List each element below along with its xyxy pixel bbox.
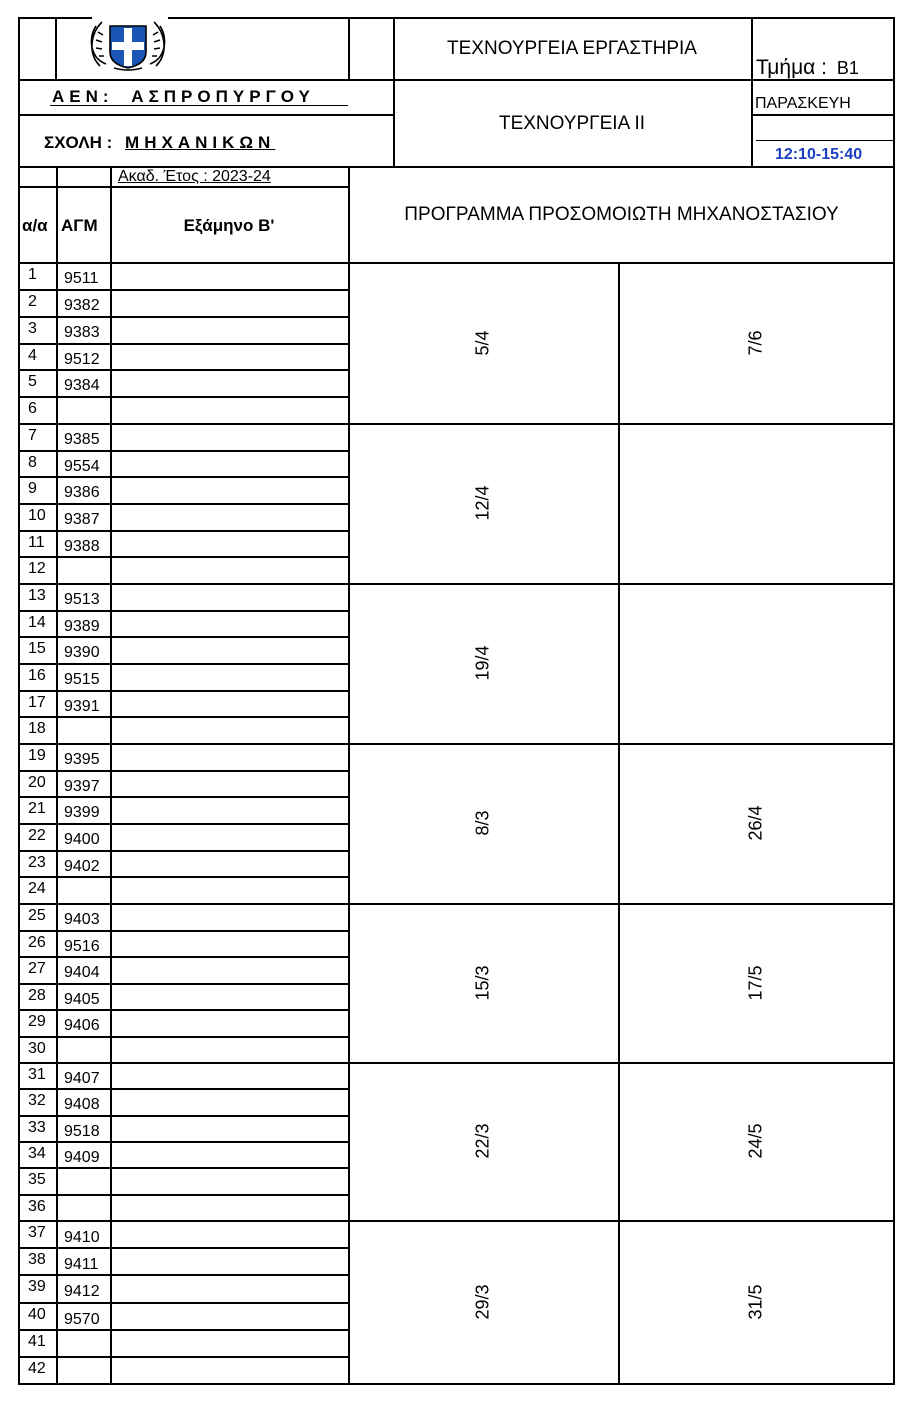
row-number: 27 xyxy=(28,960,46,977)
row-name-cell xyxy=(112,1247,348,1274)
row-number: 5 xyxy=(28,373,37,390)
row-agm: 9395 xyxy=(64,751,100,768)
row-name-cell xyxy=(112,636,348,663)
table-row xyxy=(18,1009,349,1036)
row-agm: 9402 xyxy=(64,858,100,875)
row-agm: 9400 xyxy=(64,831,100,848)
row-agm: 9384 xyxy=(64,377,100,394)
row-number: 36 xyxy=(28,1198,46,1215)
course-title: ΤΕΧΝΟΥΡΓΕΙΑ ΙΙ xyxy=(498,113,646,134)
table-row xyxy=(18,583,349,610)
section-label xyxy=(756,57,859,78)
table-row xyxy=(18,1329,349,1356)
row-number: 41 xyxy=(28,1333,46,1350)
row-name-cell xyxy=(112,1356,348,1383)
row-name-cell xyxy=(112,930,348,957)
row-agm: 9412 xyxy=(64,1283,100,1300)
group-rule xyxy=(18,1062,894,1064)
session-date-1: 12/4 xyxy=(472,485,493,521)
group-rule xyxy=(18,423,894,425)
row-name-cell xyxy=(112,476,348,503)
table-row xyxy=(18,1247,349,1274)
group-rule xyxy=(18,583,894,585)
row-name-cell xyxy=(112,343,348,370)
row-number: 19 xyxy=(28,747,46,764)
table-row xyxy=(18,556,349,583)
row-agm: 9386 xyxy=(64,484,100,501)
table-row xyxy=(18,850,349,877)
section-label-text: Τμήμα : xyxy=(756,56,827,79)
table-row xyxy=(18,1141,349,1167)
col-header-semester: Εξάμηνο Β' xyxy=(183,216,275,235)
col-header-aa: α/α xyxy=(22,216,48,235)
row-number: 9 xyxy=(28,480,37,497)
row-name-cell xyxy=(112,1088,348,1114)
row-number: 2 xyxy=(28,293,37,310)
row-agm: 9390 xyxy=(64,644,100,661)
table-row xyxy=(18,343,349,370)
row-agm: 9570 xyxy=(64,1311,100,1328)
row-number: 21 xyxy=(28,800,46,817)
row-number: 13 xyxy=(28,587,46,604)
row-name-cell xyxy=(112,690,348,717)
row-number: 30 xyxy=(28,1040,46,1057)
table-row xyxy=(18,743,349,770)
row-name-cell xyxy=(112,716,348,743)
table-row xyxy=(18,369,349,396)
row-number: 38 xyxy=(28,1251,46,1268)
session-date-2: 24/5 xyxy=(745,1123,766,1159)
row-number: 26 xyxy=(28,934,46,951)
row-number: 35 xyxy=(28,1171,46,1188)
row-name-cell xyxy=(112,1274,348,1301)
table-row xyxy=(18,876,349,903)
table-row xyxy=(18,1274,349,1301)
faculty-prefix: ΣΧΟΛΗ : xyxy=(44,133,113,152)
row-name-cell xyxy=(112,850,348,877)
row-number: 8 xyxy=(28,454,37,471)
row-agm: 9391 xyxy=(64,698,100,715)
table-row xyxy=(18,823,349,850)
row-name-cell xyxy=(112,1062,348,1088)
rule xyxy=(752,114,894,116)
table-row xyxy=(18,610,349,637)
academic-year: Ακαδ. Έτος : 2023-24 xyxy=(118,168,271,185)
table-row xyxy=(18,1167,349,1193)
table-row xyxy=(18,289,349,316)
rule xyxy=(751,17,753,167)
rule xyxy=(18,186,349,188)
row-number: 18 xyxy=(28,720,46,737)
row-agm: 9397 xyxy=(64,778,100,795)
row-name-cell xyxy=(112,610,348,637)
table-row xyxy=(18,530,349,557)
row-number: 20 xyxy=(28,774,46,791)
row-agm: 9409 xyxy=(64,1149,100,1166)
row-number: 29 xyxy=(28,1013,46,1030)
session-date-2: 26/4 xyxy=(745,805,766,841)
school-line xyxy=(52,88,315,105)
row-name-cell xyxy=(112,663,348,690)
row-name-cell xyxy=(112,530,348,557)
row-number: 16 xyxy=(28,667,46,684)
table-row xyxy=(18,930,349,957)
table-row xyxy=(18,1036,349,1063)
lab-title: ΤΕΧΝΟΥΡΓΕΙΑ ΕΡΓΑΣΤΗΡΙΑ xyxy=(447,38,697,59)
row-name-cell xyxy=(112,1009,348,1036)
row-agm: 9389 xyxy=(64,618,100,635)
row-agm: 9410 xyxy=(64,1229,100,1246)
table-row xyxy=(18,423,349,450)
row-number: 32 xyxy=(28,1092,46,1109)
session-date-2: 7/6 xyxy=(745,329,766,356)
row-name-cell xyxy=(112,1220,348,1247)
program-title: ΠΡΟΓΡΑΜΜΑ ΠΡΟΣΟΜΟΙΩΤΗ ΜΗΧΑΝΟΣΤΑΣΙΟΥ xyxy=(404,204,839,225)
table-row xyxy=(18,396,349,423)
table-row xyxy=(18,1115,349,1141)
row-name-cell xyxy=(112,1141,348,1167)
row-name-cell xyxy=(112,796,348,823)
row-number: 3 xyxy=(28,320,37,337)
session-date-2: 31/5 xyxy=(745,1283,766,1320)
row-agm: 9513 xyxy=(64,591,100,608)
greek-coat-of-arms-icon xyxy=(86,18,170,72)
row-name-cell xyxy=(112,823,348,850)
row-name-cell xyxy=(112,450,348,477)
row-agm: 9406 xyxy=(64,1017,100,1034)
row-number: 7 xyxy=(28,427,37,444)
table-row xyxy=(18,1356,349,1383)
row-name-cell xyxy=(112,1036,348,1063)
rule xyxy=(18,79,894,81)
row-number: 34 xyxy=(28,1145,46,1162)
row-name-cell xyxy=(112,903,348,930)
day-label: ΠΑΡΑΣΚΕΥΗ xyxy=(755,95,851,112)
row-name-cell xyxy=(112,956,348,983)
group-rule xyxy=(18,1220,894,1222)
table-row xyxy=(18,450,349,477)
row-name-cell xyxy=(112,1329,348,1356)
row-name-cell xyxy=(112,876,348,903)
session-date-1: 19/4 xyxy=(472,645,493,681)
row-name-cell xyxy=(112,1194,348,1220)
row-name-cell xyxy=(112,262,348,289)
row-agm: 9512 xyxy=(64,351,100,368)
row-name-cell xyxy=(112,369,348,396)
rule xyxy=(348,17,350,80)
row-agm: 9385 xyxy=(64,431,100,448)
row-number: 25 xyxy=(28,907,46,924)
row-agm: 9387 xyxy=(64,511,100,528)
row-agm: 9404 xyxy=(64,964,100,981)
row-agm: 9403 xyxy=(64,911,100,928)
row-agm: 9388 xyxy=(64,538,100,555)
row-number: 28 xyxy=(28,987,46,1004)
table-row xyxy=(18,716,349,743)
row-number: 12 xyxy=(28,560,46,577)
row-agm: 9516 xyxy=(64,938,100,955)
row-name-cell xyxy=(112,503,348,530)
table-row xyxy=(18,476,349,503)
time-label: 12:10-15:40 xyxy=(775,146,863,163)
col-header-agm: ΑΓΜ xyxy=(61,216,98,235)
rule xyxy=(18,114,394,116)
rule xyxy=(756,140,894,141)
row-number: 23 xyxy=(28,854,46,871)
rule xyxy=(55,17,57,80)
row-number: 17 xyxy=(28,694,46,711)
table-row xyxy=(18,262,349,289)
row-agm: 9515 xyxy=(64,671,100,688)
session-date-1: 5/4 xyxy=(472,329,493,356)
row-agm: 9383 xyxy=(64,324,100,341)
row-name-cell xyxy=(112,1115,348,1141)
row-number: 39 xyxy=(28,1278,46,1295)
session-date-2: 17/5 xyxy=(745,964,766,1001)
row-number: 24 xyxy=(28,880,46,897)
table-row xyxy=(18,503,349,530)
row-name-cell xyxy=(112,423,348,450)
row-name-cell xyxy=(112,1302,348,1329)
rule xyxy=(168,17,894,19)
table-row xyxy=(18,1062,349,1088)
rule xyxy=(893,17,895,1385)
table-row xyxy=(18,636,349,663)
row-name-cell xyxy=(112,983,348,1010)
row-agm: 9408 xyxy=(64,1096,100,1113)
row-number: 31 xyxy=(28,1066,46,1083)
row-number: 11 xyxy=(28,534,45,551)
session-date-1: 15/3 xyxy=(472,964,493,1001)
row-number: 15 xyxy=(28,640,46,657)
group-rule xyxy=(18,743,894,745)
row-name-cell xyxy=(112,743,348,770)
session-date-1: 22/3 xyxy=(472,1123,493,1159)
row-agm: 9554 xyxy=(64,458,100,475)
row-name-cell xyxy=(112,1167,348,1193)
table-row xyxy=(18,770,349,797)
row-agm: 9399 xyxy=(64,804,100,821)
row-agm: 9405 xyxy=(64,991,100,1008)
session-date-1: 29/3 xyxy=(472,1283,493,1320)
row-name-cell xyxy=(112,316,348,343)
row-number: 40 xyxy=(28,1306,46,1323)
row-agm: 9411 xyxy=(64,1256,99,1273)
table-row xyxy=(18,1302,349,1329)
row-name-cell xyxy=(112,556,348,583)
row-agm: 9382 xyxy=(64,297,100,314)
row-number: 6 xyxy=(28,400,37,417)
row-agm: 9511 xyxy=(64,270,99,287)
rule xyxy=(18,1383,895,1385)
row-agm: 9518 xyxy=(64,1123,100,1140)
row-number: 42 xyxy=(28,1360,46,1377)
faculty-line xyxy=(44,134,275,151)
table-row xyxy=(18,1088,349,1114)
row-number: 4 xyxy=(28,347,37,364)
row-number: 10 xyxy=(28,507,46,524)
school-name: ΑΣΠΡΟΠΥΡΓΟΥ xyxy=(131,87,315,106)
session-date-1: 8/3 xyxy=(472,810,493,836)
row-name-cell xyxy=(112,770,348,797)
table-row xyxy=(18,663,349,690)
table-row xyxy=(18,796,349,823)
row-number: 33 xyxy=(28,1119,46,1136)
school-prefix: ΑΕΝ: xyxy=(52,87,114,106)
row-name-cell xyxy=(112,396,348,423)
table-row xyxy=(18,316,349,343)
row-number: 22 xyxy=(28,827,46,844)
rule xyxy=(618,262,620,1385)
row-name-cell xyxy=(112,289,348,316)
faculty-name: ΜΗΧΑΝΙΚΩΝ xyxy=(125,133,276,152)
table-row xyxy=(18,956,349,983)
table-row xyxy=(18,983,349,1010)
section-value: Β1 xyxy=(836,58,859,78)
table-row xyxy=(18,903,349,930)
group-rule xyxy=(18,903,894,905)
row-agm: 9407 xyxy=(64,1070,100,1087)
row-name-cell xyxy=(112,583,348,610)
table-row xyxy=(18,690,349,717)
row-number: 37 xyxy=(28,1224,46,1241)
table-row xyxy=(18,1194,349,1220)
table-row xyxy=(18,1220,349,1247)
row-number: 1 xyxy=(28,266,37,283)
row-number: 14 xyxy=(28,614,46,631)
